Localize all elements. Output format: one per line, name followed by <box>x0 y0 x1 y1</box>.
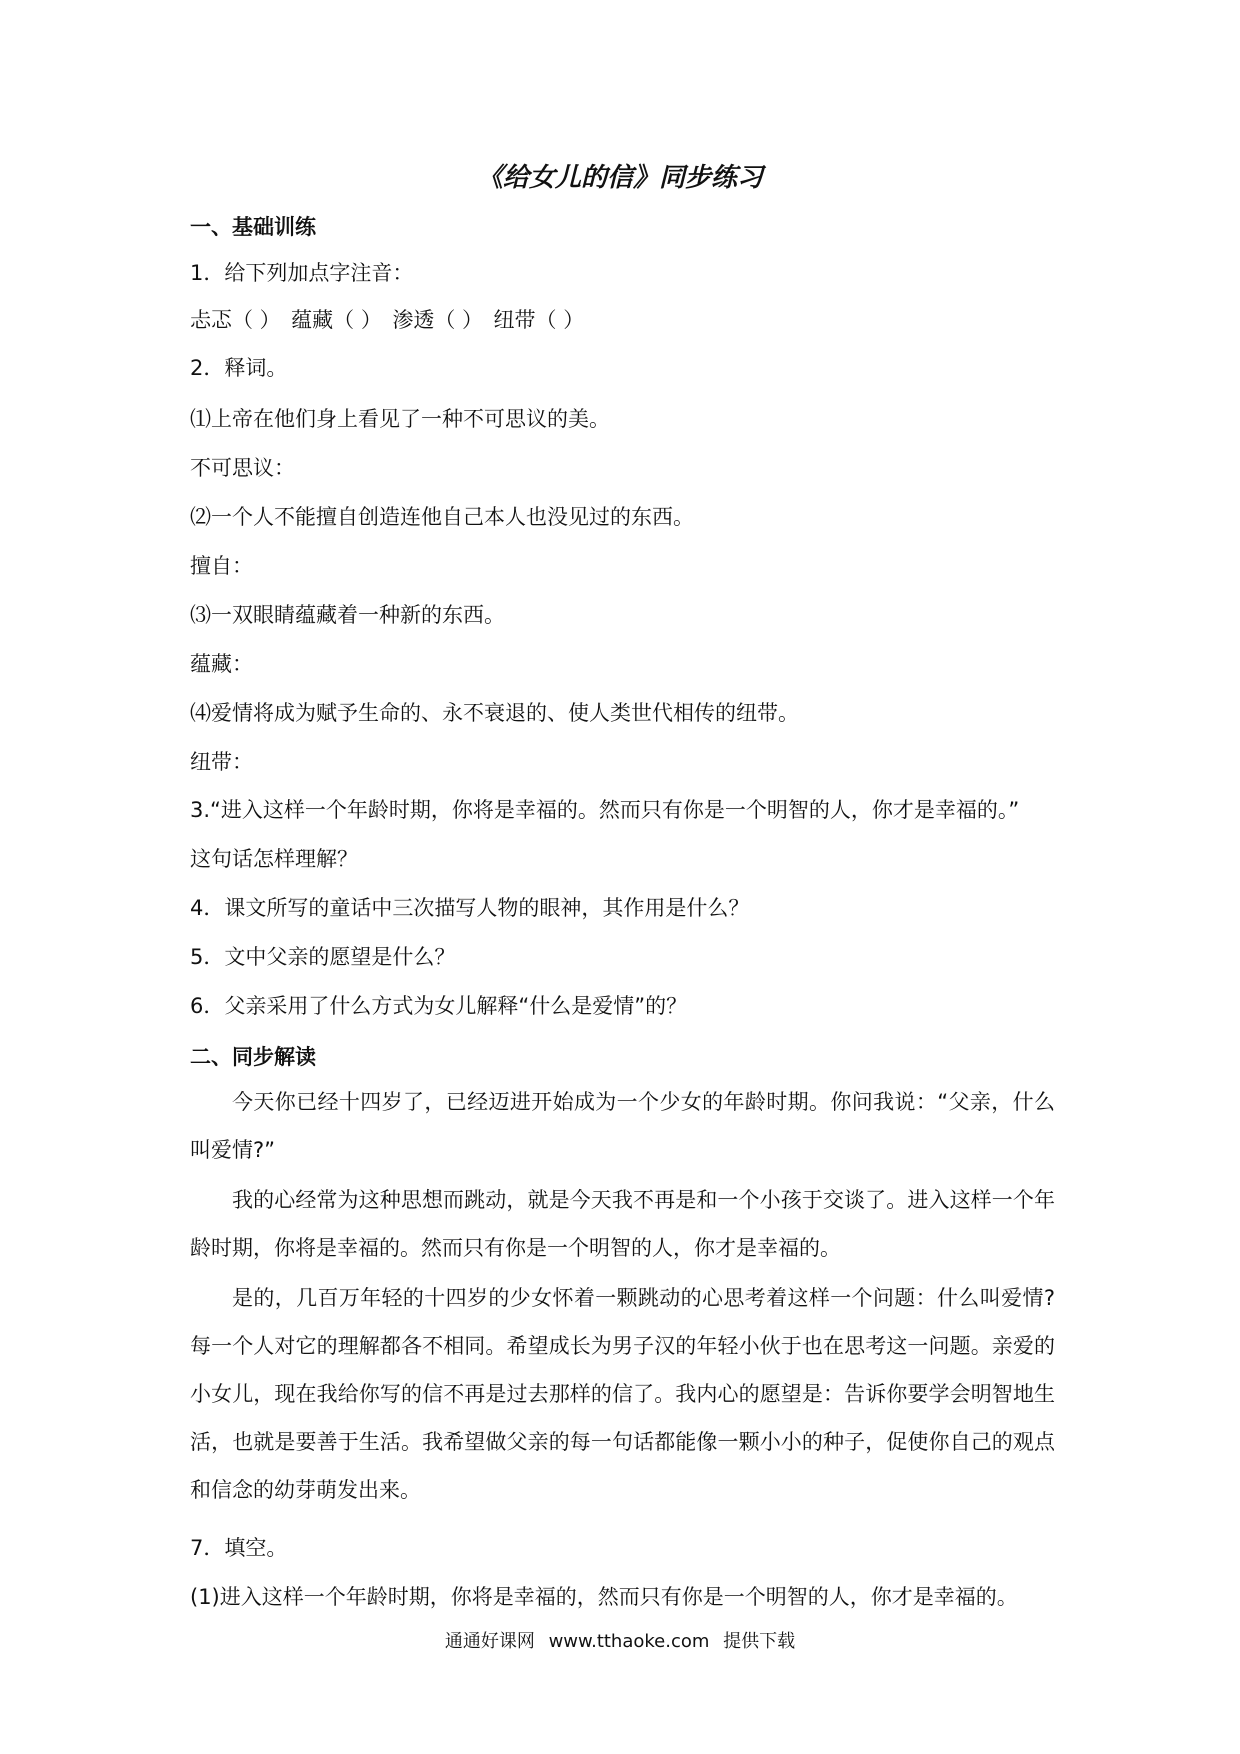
question-3-line-1: 3.“进入这样一个年龄时期，你将是幸福的。然而只有你是一个明智的人，你才是幸福的。” <box>190 798 1020 822</box>
footer-suffix: 提供下载 <box>723 1631 796 1652</box>
question-2-sentence-3: ⑶一双眼睛蕴藏着一种新的东西。 <box>190 603 505 627</box>
question-1-items: 忐忑（ ） 蕴藏（ ） 渗透（ ） 纽带（ ） <box>190 308 585 332</box>
question-2-sentence-2: ⑵一个人不能擅自创造连他自己本人也没见过的东西。 <box>190 505 694 529</box>
question-1: 1．给下列加点字注音： <box>190 261 414 285</box>
question-7-item-1: (1)进入这样一个年龄时期，你将是幸福的，然而只有你是一个明智的人，你才是幸福的。 <box>190 1585 1018 1609</box>
question-2-sentence-1: ⑴上帝在他们身上看见了一种不可思议的美。 <box>190 407 610 431</box>
question-2-term-3: 蕴藏： <box>190 652 253 676</box>
question-2-sentence-4: ⑷爱情将成为赋予生命的、永不衰退的、使人类世代相传的纽带。 <box>190 701 799 725</box>
reading-paragraph-1: 今天你已经十四岁了，已经迈进开始成为一个少女的年龄时期。你问我说：“父亲，什么叫爱情?” <box>190 1090 1055 1162</box>
footer-site-name: 通通好课网 <box>444 1631 535 1652</box>
page-footer <box>0 1627 1240 1653</box>
question-7: 7．填空。 <box>190 1536 288 1560</box>
reading-paragraph-2: 我的心经常为这种思想而跳动，就是今天我不再是和一个小孩于交谈了。进入这样一个年龄时期，你将是幸福的。然而只有你是一个明智的人，你才是幸福的。 <box>190 1188 1055 1260</box>
question-2-term-4: 纽带： <box>190 750 253 774</box>
question-2-term-2: 擅自： <box>190 554 253 578</box>
question-2: 2．释词。 <box>190 356 288 380</box>
question-2-term-1: 不可思议： <box>190 456 295 480</box>
footer-url: www.tthaoke.com <box>548 1631 710 1652</box>
page-title: 《给女儿的信》同步练习 <box>476 163 763 193</box>
section-heading-basic-training: 一、基础训练 <box>190 215 316 239</box>
question-4: 4．课文所写的童话中三次描写人物的眼神，其作用是什么？ <box>190 896 750 920</box>
section-heading-reading: 二、同步解读 <box>190 1045 316 1069</box>
question-3-line-2: 这句话怎样理解？ <box>190 847 358 871</box>
question-5: 5．文中父亲的愿望是什么？ <box>190 945 456 969</box>
question-6: 6．父亲采用了什么方式为女儿解释“什么是爱情”的？ <box>190 994 688 1018</box>
reading-paragraph-3: 是的，几百万年轻的十四岁的少女怀着一颗跳动的心思考着这样一个问题：什么叫爱情?每一个人对它的理解都各不相同。希望成长为男子汉的年轻小伙于也在思考这一问题。亲爱的小女儿，现在我给你写的信不再是过去那样的信了。我内心的愿望是：告诉你要学会明智地生活，也就是要善于生活。我希望做父亲的每一句话都能像一颗小小的种子，促使你自己的观点和信念的幼芽萌发出来。 <box>190 1286 1055 1502</box>
